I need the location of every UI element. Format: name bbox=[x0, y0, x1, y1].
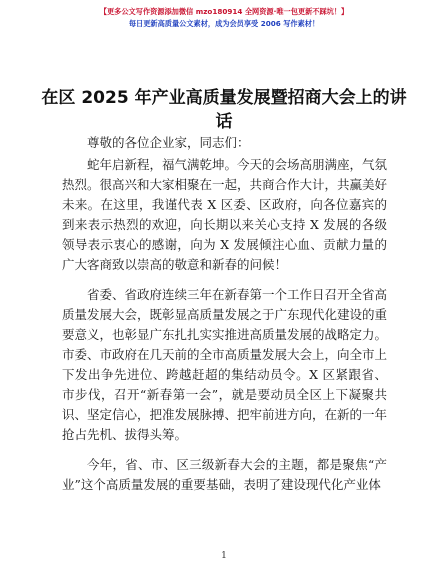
paragraph-3: 今年，省、市、区三级新春大会的主题，都是聚焦“产业”这个高质量发展的重要基础，表明了建设现代化产业体 bbox=[62, 457, 387, 492]
document-body bbox=[62, 133, 387, 505]
paragraph-1: 蛇年启新程，福气满乾坤。今天的会场高朋满座，气氛热烈。很高兴和大家相聚在一起，共商合作大计，共赢美好未来。在这里，我谨代表 X 区委、区政府，向各位嘉宾的到来表示热烈的欢迎，向长期以来关心支持 X 发展的各级领导表示衷心的感谢，向为 X 发展倾注心血、贡献力量的广大客商致以崇高的敬意和新春的问候！ bbox=[62, 157, 388, 272]
page-number: 1 bbox=[221, 551, 227, 561]
document-title: 在区 2025 年产业高质量发展暨招商大会上的讲话 bbox=[41, 88, 407, 132]
promo-line-2: 每日更新高质量公文素材，成为会员享受 2006 写作素材！ bbox=[128, 19, 320, 28]
paragraph-2: 省委、省政府连续三年在新春第一个工作日召开全省高质量发展大会，既彰显高质量发展之于广东现代化建设的重要意义，也彰显广东扎扎实实推进高质量发展的战略定力。市委、市政府在几天前的全市高质量发展大会上，向全市上下发出争先进位、跨越赶超的集结动员令。X 区紧跟省、市步伐，召开“新春第一会”，就是要动员全区上下凝聚共识、坚定信心，把准发展脉搏、把牢前进方向，在新的一年抢占先机、拔得头筹。 bbox=[62, 287, 388, 442]
salutation: 尊敬的各位企业家，同志们： bbox=[87, 135, 250, 150]
promo-banner bbox=[0, 6, 448, 30]
promo-line-1: 【更多公文写作资源添加微信 mzo180914 全网资源·唯一包更新不踩坑！】 bbox=[99, 7, 349, 16]
